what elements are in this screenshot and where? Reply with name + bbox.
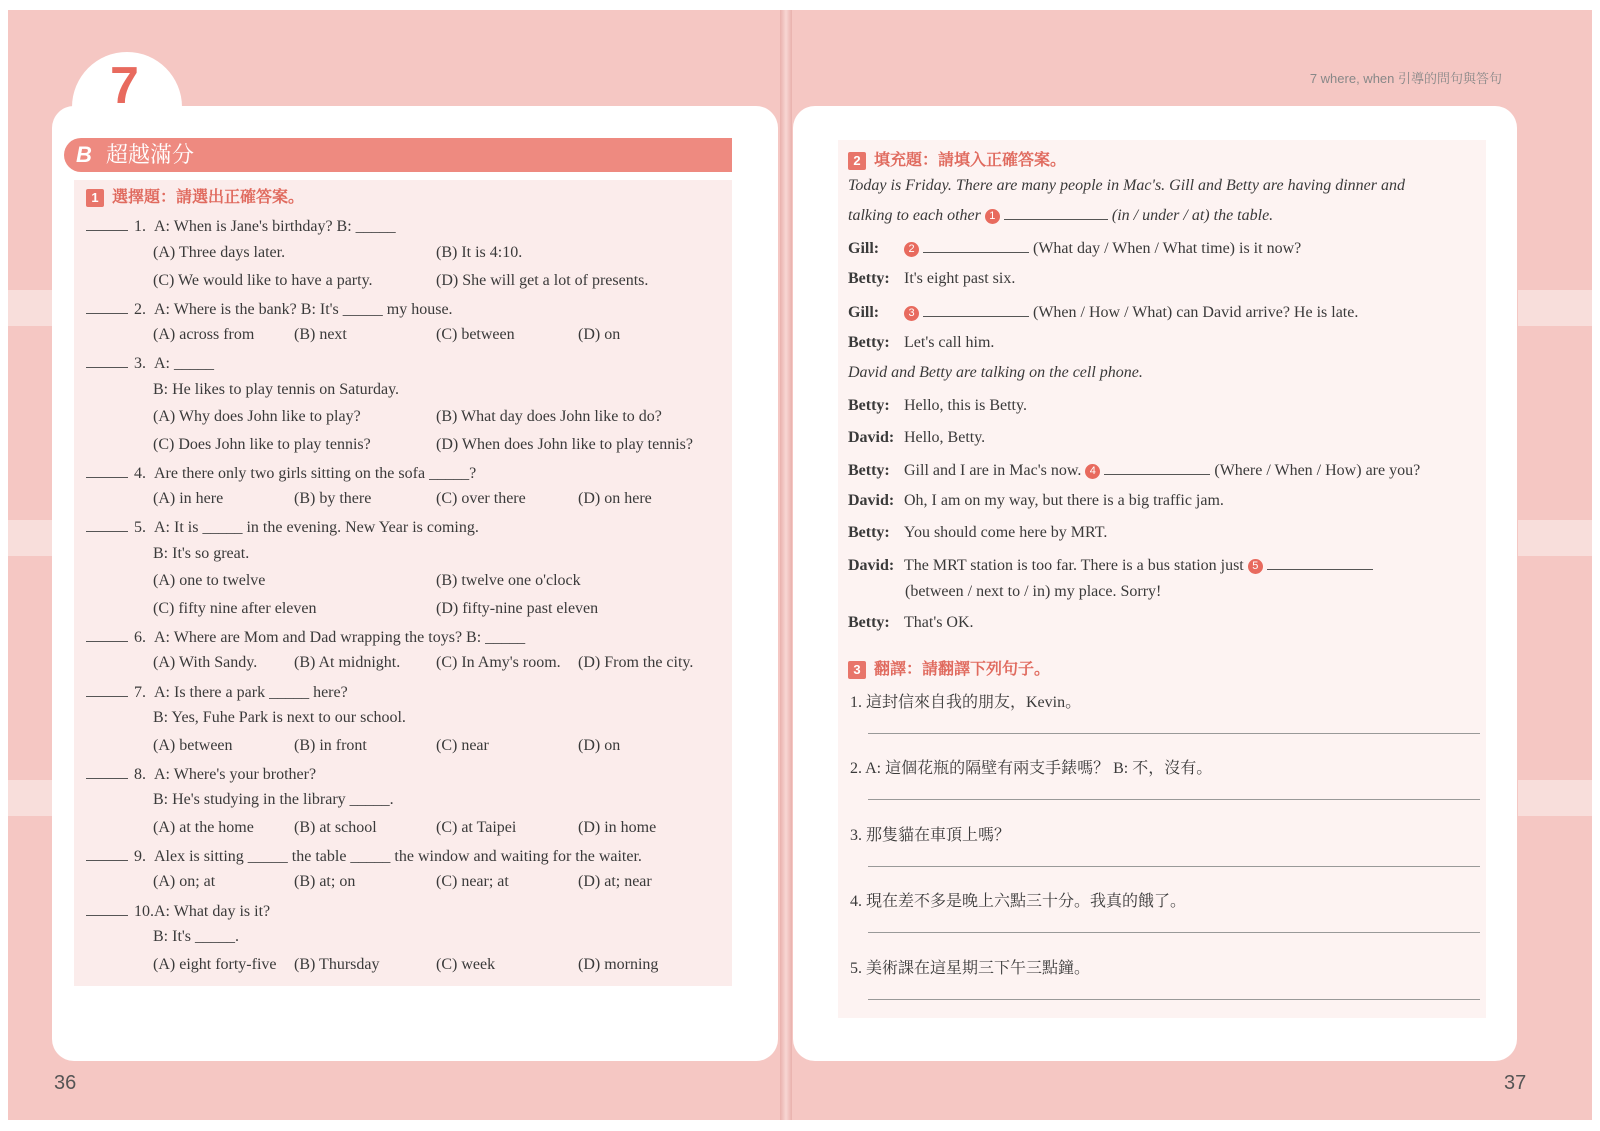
answer-line[interactable] (868, 932, 1480, 933)
answer-blank[interactable] (86, 764, 128, 779)
answer-blank[interactable] (86, 901, 128, 916)
dialog-text: (Where / When / How) are you? (1214, 462, 1421, 479)
answer-option[interactable]: (D) fifty-nine past eleven (436, 600, 599, 617)
dialog-line (848, 397, 1027, 415)
dialog-line (848, 334, 994, 352)
question-number: 6. (134, 629, 146, 646)
question-row (86, 901, 270, 921)
speaker-name: David: (848, 429, 895, 446)
question-row (86, 682, 348, 702)
chapter-number: 7 (110, 57, 139, 115)
question-row (86, 517, 479, 537)
question-stem: A: What day is it? (154, 903, 271, 920)
speaker-name: Betty: (848, 397, 890, 414)
question-stem: A: Is there a park _____ here? (154, 684, 348, 701)
answer-option[interactable]: (A) at the home (153, 819, 254, 836)
answer-blank[interactable] (86, 682, 128, 697)
answer-option[interactable]: (C) week (436, 956, 496, 973)
dialog-text: Gill and I are in Mac's now. (904, 462, 1082, 479)
dialog-line (848, 270, 1015, 288)
dialog-line (848, 238, 1301, 258)
translation-item: 5. 美術課在這星期三下午三點鐘。 (850, 960, 1091, 977)
dialog-line (848, 614, 974, 632)
bg-stripe (1518, 520, 1592, 556)
question-stem-line2: B: It's _____. (153, 928, 239, 945)
speaker-name: Gill: (848, 304, 880, 321)
dialog-text: Let's call him. (904, 334, 995, 351)
circle-number: 5 (1248, 559, 1263, 574)
question-stem-line2: B: Yes, Fuhe Park is next to our school. (153, 709, 406, 726)
part2-heading (848, 147, 1066, 170)
question-row (86, 846, 642, 866)
question-number: 5. (134, 519, 146, 536)
dialog-text: That's OK. (904, 614, 974, 631)
part2-intro-line1: Today is Friday. There are many people in Mac's. Gill and Betty are having dinner and (848, 177, 1405, 194)
circle-number: 4 (1085, 464, 1100, 479)
question-number: 8. (134, 766, 146, 783)
answer-blank[interactable] (86, 517, 128, 532)
question-stem: A: Where are Mom and Dad wrapping the toys? B: _____ (154, 629, 526, 646)
speaker-name: David: (848, 557, 895, 574)
answer-option[interactable]: (C) between (436, 326, 515, 343)
answer-blank[interactable] (86, 627, 128, 642)
question-row (86, 216, 396, 236)
part3-number: 3 (848, 661, 866, 679)
dialog-text: You should come here by MRT. (904, 524, 1108, 541)
answer-blank[interactable] (1267, 555, 1373, 570)
speaker-name: Betty: (848, 524, 890, 541)
dialog-line (848, 492, 1224, 510)
dialog-line: David and Betty are talking on the cell phone. (848, 364, 1143, 381)
answer-option[interactable]: (B) by there (294, 490, 372, 507)
answer-option[interactable]: (D) morning (578, 956, 659, 973)
answer-option[interactable]: (A) Three days later. (153, 244, 286, 261)
answer-option[interactable]: (D) in home (578, 819, 657, 836)
intro-text-b: (in / under / at) the table. (1111, 207, 1274, 224)
question-stem-line2: B: He's studying in the library _____. (153, 791, 394, 808)
page-number-left: 36 (54, 1072, 77, 1094)
answer-option[interactable]: (A) With Sandy. (153, 654, 258, 671)
dialog-line (848, 429, 985, 447)
answer-blank[interactable] (1104, 460, 1210, 475)
translation-item: 4. 現在差不多是晚上六點三十分。我真的餓了。 (850, 893, 1187, 910)
answer-option[interactable]: (A) one to twelve (153, 572, 266, 589)
question-stem-line2: B: It's so great. (153, 545, 250, 562)
part3-heading (848, 656, 1050, 679)
answer-option[interactable]: (B) at school (294, 819, 377, 836)
answer-option[interactable]: (B) twelve one o'clock (436, 572, 581, 589)
question-number: 4. (134, 465, 146, 482)
answer-option[interactable]: (D) From the city. (578, 654, 694, 671)
question-stem: A: _____ (154, 355, 214, 372)
part2-number: 2 (848, 152, 866, 170)
speaker-name: Betty: (848, 614, 890, 631)
question-stem-line2: B: He likes to play tennis on Saturday. (153, 381, 400, 398)
part2-intro-line2 (848, 205, 1273, 225)
section-bar (64, 138, 732, 172)
answer-option[interactable]: (B) What day does John like to do? (436, 408, 662, 425)
speaker-name: Betty: (848, 334, 890, 351)
answer-line[interactable] (868, 866, 1480, 867)
dialog-text: Hello, this is Betty. (904, 397, 1027, 414)
part2-title: 填充題：請填入正確答案。 (874, 152, 1067, 169)
answer-option[interactable]: (C) Does John like to play tennis? (153, 436, 371, 453)
answer-option[interactable]: (A) eight forty-five (153, 956, 277, 973)
dialog-text: It's eight past six. (904, 270, 1016, 287)
dialog-line (848, 460, 1420, 480)
translation-item: 3. 那隻貓在車頂上嗎？ (850, 827, 1011, 844)
answer-option[interactable]: (D) on (578, 326, 621, 343)
question-number: 10. (134, 903, 154, 920)
speaker-name: Betty: (848, 270, 890, 287)
answer-option[interactable]: (A) between (153, 737, 233, 754)
answer-option[interactable]: (B) At midnight. (294, 654, 401, 671)
question-stem: A: Where is the bank? B: It's _____ my house. (154, 301, 453, 318)
answer-option[interactable]: (A) in here (153, 490, 224, 507)
answer-option[interactable]: (C) near; at (436, 873, 509, 890)
dialog-text: The MRT station is too far. There is a bus station just (904, 557, 1244, 574)
dialog-line (848, 524, 1107, 542)
question-number: 2. (134, 301, 146, 318)
answer-blank[interactable] (86, 299, 128, 314)
answer-blank[interactable] (86, 353, 128, 368)
answer-option[interactable]: (C) over there (436, 490, 526, 507)
book-spine (780, 10, 792, 1120)
question-number: 9. (134, 848, 146, 865)
answer-option[interactable]: (C) fifty nine after eleven (153, 600, 317, 617)
answer-option[interactable]: (D) When does John like to play tennis? (436, 436, 693, 453)
part1-heading (86, 184, 304, 207)
answer-option[interactable]: (B) in front (294, 737, 367, 754)
answer-option[interactable]: (A) Why does John like to play? (153, 408, 361, 425)
answer-option[interactable]: (C) at Taipei (436, 819, 517, 836)
section-title: 超越滿分 (106, 142, 195, 167)
dialog-text: Hello, Betty. (904, 429, 986, 446)
answer-blank[interactable] (923, 238, 1029, 253)
answer-option[interactable]: (D) on here (578, 490, 652, 507)
answer-option[interactable]: (B) at; on (294, 873, 356, 890)
answer-option[interactable]: (B) It is 4:10. (436, 244, 523, 261)
section-letter: B (76, 142, 92, 167)
answer-blank[interactable] (86, 463, 128, 478)
circle-number: 2 (904, 242, 919, 257)
question-row (86, 627, 525, 647)
answer-option[interactable]: (B) next (294, 326, 347, 343)
question-stem: A: Where's your brother? (154, 766, 317, 783)
answer-blank[interactable] (86, 846, 128, 861)
answer-option[interactable]: (D) on (578, 737, 621, 754)
question-row (86, 463, 476, 483)
answer-option[interactable]: (B) Thursday (294, 956, 380, 973)
answer-option[interactable]: (C) In Amy's room. (436, 654, 561, 671)
question-row (86, 764, 316, 784)
dialog-text: Oh, I am on my way, but there is a big traffic jam. (904, 492, 1224, 509)
question-stem: Are there only two girls sitting on the sofa _____? (154, 465, 477, 482)
dialog-text: (What day / When / What time) is it now? (1033, 240, 1302, 257)
question-stem: Alex is sitting _____ the table _____ the window and waiting for the waiter. (154, 848, 642, 865)
speaker-name: Betty: (848, 462, 890, 479)
answer-option[interactable]: (C) near (436, 737, 489, 754)
page-number-right: 37 (1504, 1072, 1527, 1094)
answer-line[interactable] (868, 799, 1480, 800)
answer-option[interactable]: (C) We would like to have a party. (153, 272, 373, 289)
answer-line[interactable] (868, 733, 1480, 734)
dialog-line (848, 555, 1373, 575)
answer-option[interactable]: (D) at; near (578, 873, 652, 890)
speaker-name: David: (848, 492, 895, 509)
question-row (86, 353, 214, 373)
answer-line[interactable] (868, 999, 1480, 1000)
answer-option[interactable]: (A) on; at (153, 873, 216, 890)
answer-blank[interactable] (1004, 205, 1108, 220)
dialog-line (848, 302, 1358, 322)
circle-number: 1 (985, 209, 1000, 224)
answer-option[interactable]: (D) She will get a lot of presents. (436, 272, 649, 289)
question-number: 3. (134, 355, 146, 372)
answer-blank[interactable] (923, 302, 1029, 317)
part1-title: 選擇題：請選出正確答案。 (112, 189, 305, 206)
intro-text-a: talking to each other (848, 207, 981, 224)
question-stem: A: When is Jane's birthday? B: _____ (154, 218, 396, 235)
question-stem: A: It is _____ in the evening. New Year is coming. (154, 519, 479, 536)
answer-option[interactable]: (A) across from (153, 326, 255, 343)
bg-stripe (1518, 780, 1592, 816)
running-head: 7 where, when 引導的問句與答句 (1309, 71, 1502, 86)
part1-number: 1 (86, 189, 104, 207)
speaker-name: Gill: (848, 240, 880, 257)
answer-blank[interactable] (86, 216, 128, 231)
bg-stripe (1518, 290, 1592, 326)
question-row (86, 299, 453, 319)
circle-number: 3 (904, 306, 919, 321)
dialog-text: (When / How / What) can David arrive? He is late. (1033, 304, 1359, 321)
question-number: 7. (134, 684, 146, 701)
part3-title: 翻譯：請翻譯下列句子。 (874, 661, 1051, 678)
translation-item: 1. 這封信來自我的朋友，Kevin。 (850, 694, 1082, 711)
translation-item: 2. A: 這個花瓶的隔壁有兩支手錶嗎？ B: 不，沒有。 (850, 760, 1213, 777)
question-number: 1. (134, 218, 146, 235)
dialog-line-cont: (between / next to / in) my place. Sorry! (905, 583, 1162, 600)
